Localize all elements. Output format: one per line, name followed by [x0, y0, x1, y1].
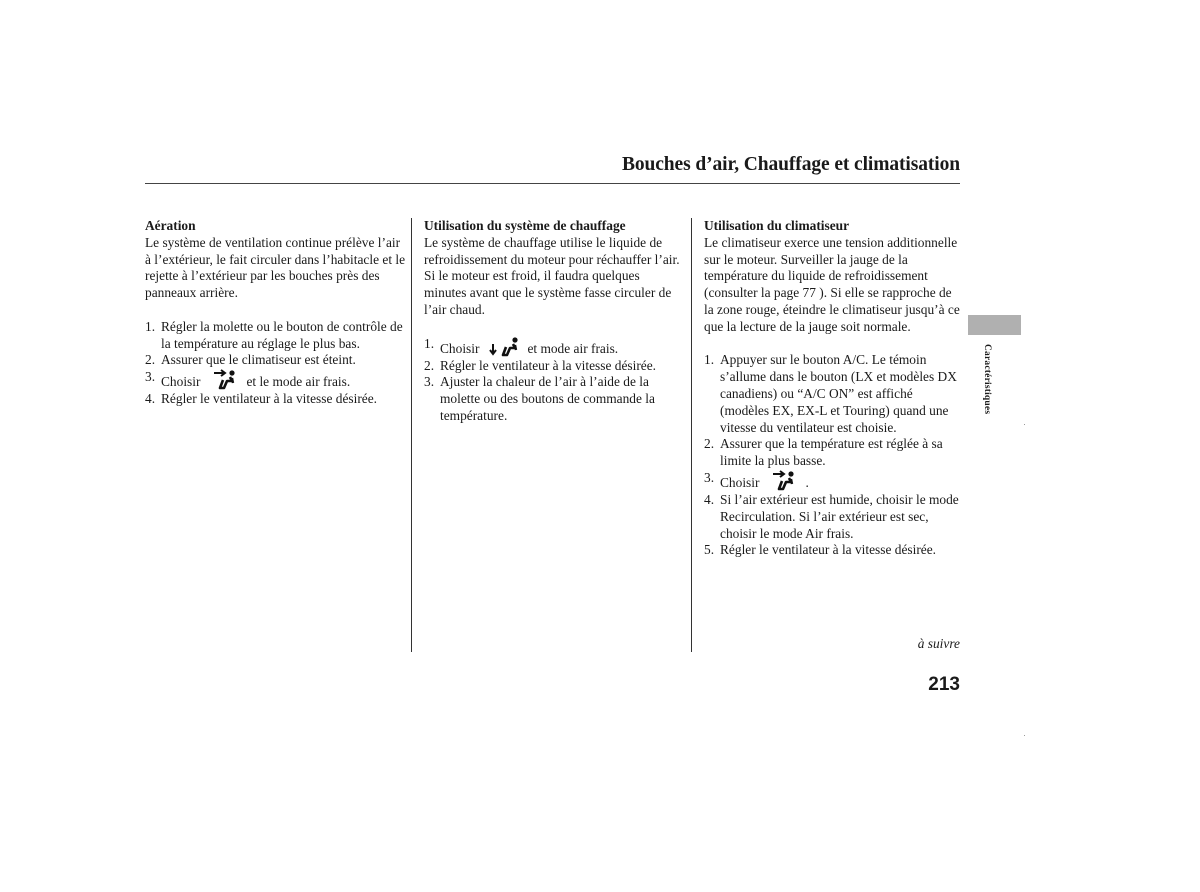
step-text: Ajuster la chaleur de l’air à l’aide de la molette ou des boutons de commande la température. — [440, 374, 655, 423]
step-text: Régler le ventilateur à la vitesse désirée. — [440, 357, 657, 373]
list-item — [704, 436, 962, 470]
step-text-before-icon: Choisir — [161, 374, 201, 390]
step-text-after-icon: . — [805, 474, 809, 490]
list-item — [424, 374, 682, 424]
page-title: Bouches d’air, Chauffage et climatisation — [621, 154, 960, 175]
step-number: 5. — [704, 542, 715, 558]
step-number: 4. — [704, 491, 715, 507]
page-mark-dot — [1024, 424, 1025, 425]
step-number: 3. — [424, 374, 435, 390]
steps-list — [424, 336, 682, 425]
column-climatiseur — [704, 218, 962, 559]
section-intro: Le climatiseur exerce une tension additionnelle sur le moteur. Surveiller la jauge de la température du liquide de refroidissement (consulter la page 77 ). Si elle se rapproche de la zone rouge, éteindre le climatiseur jusqu’à ce que la lecture de la jauge soit normale. — [704, 234, 960, 334]
floor-vent-mode-icon — [489, 336, 521, 358]
step-text: Régler la molette ou le bouton de contrôle de la température au réglage le plus bas. — [161, 318, 403, 351]
steps-list — [704, 352, 962, 559]
section-intro: Le système de chauffage utilise le liquide de refroidissement du moteur pour réchauffer l’air. Si le moteur est froid, il faudra quelques minutes avant que le système fasse circuler de l’air chaud. — [424, 234, 680, 317]
section-tab-label: Caractéristiques — [982, 344, 992, 415]
face-vent-mode-icon — [212, 369, 238, 391]
column-aeration — [145, 218, 407, 408]
list-item — [145, 352, 407, 369]
step-number: 2. — [145, 352, 156, 368]
list-item — [704, 542, 962, 559]
section-tab-marker — [968, 315, 1021, 335]
list-item — [424, 336, 682, 358]
step-text-before-icon: Choisir — [720, 474, 760, 490]
section-heading: Utilisation du système de chauffage — [424, 218, 626, 233]
list-item — [424, 358, 682, 375]
continued-label: à suivre — [917, 636, 960, 651]
page-number: 213 — [928, 674, 960, 695]
face-vent-mode-icon — [771, 470, 797, 492]
column-divider — [691, 218, 692, 652]
step-number: 3. — [704, 469, 715, 485]
step-text-before-icon: Choisir — [440, 340, 480, 356]
step-number: 2. — [704, 436, 715, 452]
step-number: 1. — [424, 335, 435, 351]
section-intro: Le système de ventilation continue prélève l’air à l’extérieur, le fait circuler dans l’habitacle et le rejette à l’extérieur par les bouches près des panneaux arrière. — [145, 234, 406, 301]
step-number: 2. — [424, 357, 435, 373]
list-item — [145, 391, 407, 408]
page-mark-dot — [1024, 735, 1025, 736]
step-number: 1. — [704, 352, 715, 368]
list-item — [145, 369, 407, 391]
list-item — [704, 492, 962, 542]
column-divider — [411, 218, 412, 652]
step-text: Régler le ventilateur à la vitesse désirée. — [720, 542, 937, 558]
steps-list — [145, 319, 407, 408]
step-number: 4. — [145, 391, 156, 407]
step-number: 3. — [145, 369, 156, 385]
step-text: Assurer que la température est réglée à sa limite la plus basse. — [720, 436, 943, 469]
step-text: Appuyer sur le bouton A/C. Le témoin s’allume dans le bouton (LX et modèles DX canadiens) ou “A/C ON” est affiché (modèles EX, EX-L et Touring) quand une vitesse du ventilateur est choisie. — [720, 352, 957, 435]
section-heading: Aération — [145, 218, 196, 233]
list-item — [145, 319, 407, 353]
step-text: Assurer que le climatiseur est éteint. — [161, 352, 356, 368]
step-text-after-icon: et mode air frais. — [527, 340, 619, 356]
step-text-after-icon: et le mode air frais. — [246, 374, 351, 390]
step-number: 1. — [145, 318, 156, 334]
list-item — [704, 352, 962, 436]
section-heading: Utilisation du climatiseur — [704, 218, 850, 233]
column-chauffage — [424, 218, 682, 425]
step-text: Régler le ventilateur à la vitesse désirée. — [161, 391, 378, 407]
list-item — [704, 470, 962, 492]
header-rule — [145, 183, 960, 184]
step-text: Si l’air extérieur est humide, choisir le mode Recirculation. Si l’air extérieur est sec, choisir le mode Air frais. — [720, 491, 959, 541]
